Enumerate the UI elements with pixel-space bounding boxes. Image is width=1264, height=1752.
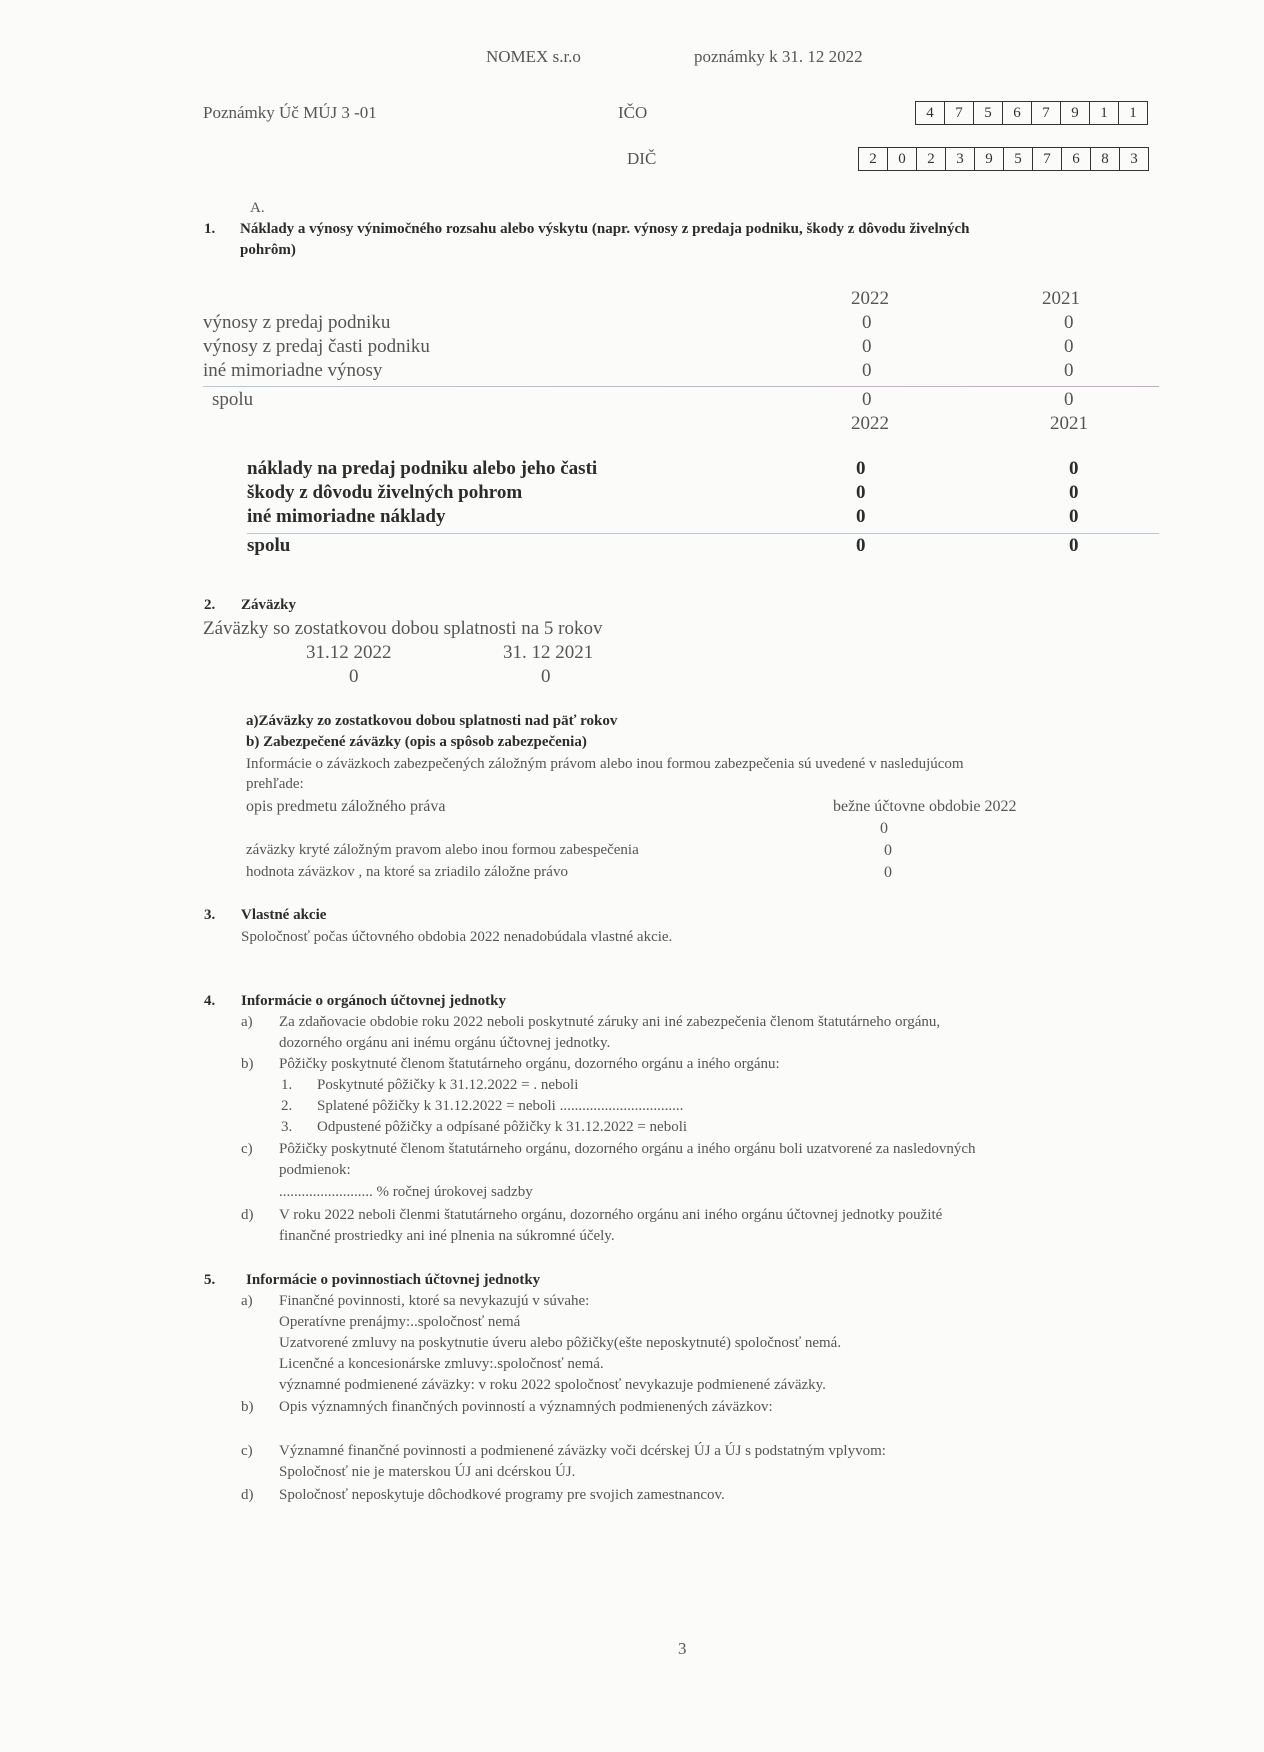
secured-info-cont: prehľade:: [246, 776, 304, 792]
current-period-value: 0: [880, 820, 888, 837]
date-2022: 31.12 2022: [306, 642, 392, 663]
section3-number: 3.: [204, 907, 216, 923]
loan-item-text: Odpustené pôžičky a odpísané pôžičky k 31.12.2022 = neboli: [317, 1119, 688, 1135]
section5-number: 5.: [204, 1272, 216, 1288]
digit-box: 4: [916, 102, 945, 124]
secured-info: Informácie o záväzkoch zabezpečených záložným právom alebo inou formou zabezpečenia sú uvedené v nasledujúcom: [246, 756, 964, 772]
section4-title: Informácie o orgánoch účtovnej jednotky: [241, 993, 506, 1009]
cost-year-2021: 2021: [1050, 413, 1088, 434]
item-marker: c): [241, 1443, 253, 1459]
covered-liabilities-value: 0: [884, 842, 892, 859]
off-balance-text: Finančné povinnosti, ktoré sa nevykazujú v súvahe:: [279, 1293, 590, 1309]
digit-box: 5: [1004, 148, 1033, 170]
date-2021: 31. 12 2021: [503, 642, 594, 663]
income-row-2021: 0: [1064, 336, 1074, 357]
dic-digit-boxes: [858, 147, 1149, 171]
section1-title-cont: pohrôm): [240, 242, 296, 258]
notes-title: poznámky k 31. 12 2022: [694, 47, 863, 66]
pension-text: Spoločnosť neposkytuje dôchodkové programy pre svojich zamestnancov.: [279, 1487, 725, 1503]
digit-box: 6: [1003, 102, 1032, 124]
income-year-2021: 2021: [1042, 288, 1080, 309]
income-total-2021: 0: [1064, 389, 1074, 410]
digit-box: 2: [917, 148, 946, 170]
section5-title: Informácie o povinnostiach účtovnej jednotky: [246, 1272, 541, 1288]
income-row-2021: 0: [1064, 360, 1074, 381]
loan-item-number: 2.: [281, 1098, 293, 1114]
cost-row-2021: 0: [1069, 506, 1079, 527]
section2-number: 2.: [204, 597, 216, 613]
section2-subtitle: Záväzky so zostatkovou dobou splatnosti na 5 rokov: [203, 618, 603, 639]
income-total-divider: [203, 386, 1159, 387]
covered-liabilities-label: záväzky kryté záložným pravom alebo inou formou zabespečenia: [246, 842, 639, 858]
off-balance-item: Licenčné a koncesionárske zmluvy:.spoločnosť nemá.: [279, 1356, 604, 1372]
funds-text-cont: finančné prostriedky ani iné plnenia na súkromné účely.: [279, 1228, 615, 1244]
off-balance-item: Operatívne prenájmy:..spoločnosť nemá: [279, 1314, 521, 1330]
digit-box: 9: [1061, 102, 1090, 124]
cost-total-divider: [247, 533, 1159, 534]
long-term-liabilities: a)Záväzky zo zostatkovou dobou splatnosti nad päť rokov: [246, 713, 618, 729]
loan-terms-text: Pôžičky poskytnuté členom štatutárneho orgánu, dozorného orgánu a iného orgánu boli uzatvorené za nasledovných: [279, 1141, 976, 1157]
lien-description-label: opis predmetu záložného práva: [246, 798, 446, 815]
section1-number: 1.: [204, 221, 216, 237]
interest-rate-line: ......................... % ročnej úrokovej sadzby: [279, 1184, 533, 1200]
cost-row-label: škody z dôvodu živelných pohrom: [247, 482, 523, 503]
item-marker: b): [241, 1399, 254, 1415]
cost-row-label: iné mimoriadne náklady: [247, 506, 446, 527]
digit-box: 0: [888, 148, 917, 170]
subsidiary-obligations-text: Významné finančné povinnosti a podmienené záväzky voči dcérskej ÚJ a ÚJ s podstatným vplyvom:: [279, 1443, 886, 1459]
income-row-2022: 0: [862, 360, 872, 381]
section3-text: Spoločnosť počas účtovného obdobia 2022 nenadobúdala vlastné akcie.: [241, 929, 673, 945]
section2-title: Záväzky: [241, 597, 297, 613]
cost-row-2021: 0: [1069, 482, 1079, 503]
cost-year-2022: 2022: [851, 413, 889, 434]
page-number: 3: [678, 1639, 687, 1658]
cost-row-2022: 0: [856, 482, 866, 503]
digit-box: 7: [945, 102, 974, 124]
off-balance-item: Uzatvorené zmluvy na poskytnutie úveru alebo pôžičky(ešte neposkytnuté) spoločnosť nemá.: [279, 1335, 842, 1351]
income-row-2022: 0: [862, 312, 872, 333]
section4-number: 4.: [204, 993, 216, 1009]
loans-text: Pôžičky poskytnuté členom štatutárneho orgánu, dozorného orgánu a iného orgánu:: [279, 1056, 780, 1072]
guarantees-text: Za zdaňovacie obdobie roku 2022 neboli poskytnuté záruky ani iné zabezpečenia členom štatutárneho orgánu,: [279, 1014, 941, 1030]
item-marker: b): [241, 1056, 254, 1072]
cost-row-label: náklady na predaj podniku alebo jeho časti: [247, 458, 598, 479]
income-total-label: spolu: [212, 389, 254, 410]
loan-item-number: 3.: [281, 1119, 293, 1135]
cost-row-2022: 0: [856, 506, 866, 527]
digit-box: 9: [975, 148, 1004, 170]
income-row-label: výnosy z predaj podniku: [203, 312, 391, 333]
loan-item-text: Poskytnuté pôžičky k 31.12.2022 = . neboli: [317, 1077, 579, 1093]
digit-box: 1: [1129, 105, 1137, 121]
subsidiary-obligations-text-cont: Spoločnosť nie je materskou ÚJ ani dcérskou ÚJ.: [279, 1464, 576, 1480]
value-2022: 0: [349, 666, 359, 687]
loan-item-text: Splatené pôžičky k 31.12.2022 = neboli .................................: [317, 1098, 684, 1114]
income-row-2022: 0: [862, 336, 872, 357]
off-balance-item: významné podmienené záväzky: v roku 2022 spoločnosť nevykazuje podmienené záväzky.: [279, 1377, 826, 1393]
digit-box: 2: [859, 148, 888, 170]
income-total-2022: 0: [862, 389, 872, 410]
value-2021: 0: [541, 666, 551, 687]
loan-item-number: 1.: [281, 1077, 293, 1093]
company-name: NOMEX s.r.o: [486, 47, 581, 66]
item-marker: a): [241, 1014, 253, 1030]
cost-total-2021: 0: [1069, 535, 1079, 556]
dic-label: DIČ: [627, 149, 657, 168]
cost-row-2021: 0: [1069, 458, 1079, 479]
item-marker: d): [241, 1207, 254, 1223]
guarantees-text-cont: dozorného orgánu ani inému orgánu účtovnej jednotky.: [279, 1035, 611, 1051]
income-row-2021: 0: [1064, 312, 1074, 333]
significant-obligations-text: Opis významných finančných povinností a významných podmienených záväzkov:: [279, 1399, 773, 1415]
form-code: Poznámky Úč MÚJ 3 -01: [203, 103, 377, 122]
item-marker: d): [241, 1487, 254, 1503]
current-period-label: bežne účtovne obdobie 2022: [833, 798, 1017, 815]
section3-title: Vlastné akcie: [241, 907, 327, 923]
cost-row-2022: 0: [856, 458, 866, 479]
digit-box: 7: [1033, 148, 1062, 170]
ico-label: IČO: [618, 103, 648, 122]
ico-digit-boxes: [915, 101, 1148, 125]
digit-box: 3: [1130, 151, 1138, 167]
income-row-label: výnosy z predaj časti podniku: [203, 336, 430, 357]
cost-total-label: spolu: [247, 535, 291, 556]
digit-box: 1: [1090, 102, 1119, 124]
lien-value-label: hodnota záväzkov , na ktoré sa zriadilo záložne právo: [246, 864, 568, 880]
income-year-2022: 2022: [851, 288, 889, 309]
digit-box: 6: [1062, 148, 1091, 170]
secured-liabilities: b) Zabezpečené záväzky (opis a spôsob zabezpečenia): [246, 734, 587, 750]
lien-value-value: 0: [884, 864, 892, 881]
item-marker: a): [241, 1293, 253, 1309]
section-letter: A.: [250, 200, 265, 216]
digit-box: 7: [1032, 102, 1061, 124]
digit-box: 8: [1091, 148, 1120, 170]
digit-box: 3: [946, 148, 975, 170]
section1-title: Náklady a výnosy výnimočného rozsahu alebo výskytu (napr. výnosy z predaja podniku, škody z dôvodu živelných: [240, 221, 970, 237]
item-marker: c): [241, 1141, 253, 1157]
cost-total-2022: 0: [856, 535, 866, 556]
funds-text: V roku 2022 neboli členmi štatutárneho orgánu, dozorného orgánu ani iného orgánu účtovnej jednotky použité: [279, 1207, 943, 1223]
digit-box: 5: [974, 102, 1003, 124]
loan-terms-text-cont: podmienok:: [279, 1162, 351, 1178]
income-row-label: iné mimoriadne výnosy: [203, 360, 383, 381]
